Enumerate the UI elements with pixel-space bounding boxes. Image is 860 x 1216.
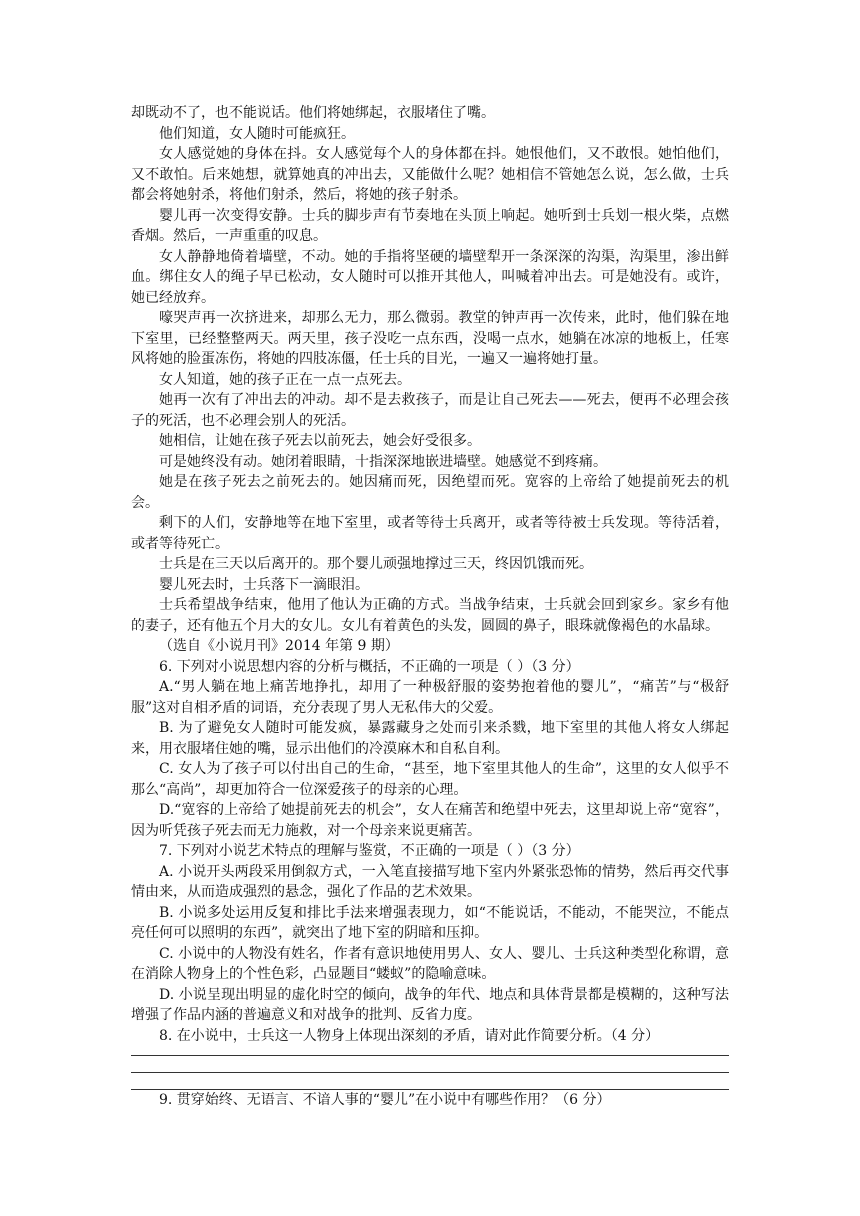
question-7-option-a: A. 小说开头两段采用倒叙方式，一入笔直接描写地下室内外紧张恐怖的情势，然后再交代事情由来，从而造成强烈的悬念，强化了作品的艺术效果。 <box>131 863 729 900</box>
story-paragraph: 却既动不了，也不能说话。他们将她绑起，衣服堵住了嘴。 <box>131 105 495 121</box>
story-paragraph: 剩下的人们，安静地等在地下室里，或者等待士兵离开，或者等待被士兵发现。等待活着，或者等待死亡。 <box>131 515 729 552</box>
story-paragraph: 士兵是在三天以后离开的。那个婴儿顽强地撑过三天，终因饥饿而死。 <box>159 556 593 572</box>
story-paragraph: 女人知道，她的孩子正在一点一点死去。 <box>159 371 411 388</box>
question-8-answer-area[interactable] <box>131 1055 729 1090</box>
question-6-option-b: B. 为了避免女人随时可能发疯，暴露藏身之处而引来杀戮，地下室里的其他人将女人绑起来，用衣服堵住她的嘴，显示出他们的冷漠麻木和自私自利。 <box>131 720 729 757</box>
story-paragraph: 他们知道，女人随时可能疯狂。 <box>159 125 355 142</box>
question-7-option-c: C. 小说中的人物没有姓名，作者有意识地使用男人、女人、婴儿、士兵这种类型化称谓，意在消除人物身上的个性色彩，凸显题目“蝼蚁”的隐喻意味。 <box>131 945 729 982</box>
question-6-stem: 6. 下列对小说思想内容的分析与概括，不正确的一项是（ ）（3 分） <box>159 658 580 675</box>
answer-line <box>131 1055 729 1056</box>
question-6-option-a: A.“男人躺在地上痛苦地挣扎，却用了一种极舒服的姿势抱着他的婴儿”，“痛苦”与“极舒服”这对自相矛盾的词语，充分表现了男人无私伟大的父爱。 <box>131 679 729 716</box>
story-paragraph: 她是在孩子死去之前死去的。她因痛而死，因绝望而死。宽容的上帝给了她提前死去的机会。 <box>131 474 729 511</box>
question-8-stem: 8. 在小说中，士兵这一人物身上体现出深刻的矛盾，请对此作简要分析。（4 分） <box>159 1027 660 1044</box>
story-paragraph: 婴儿再一次变得安静。士兵的脚步声有节奏地在头顶上响起。她听到士兵划一根火柴，点燃香烟。然后，一声重重的叹息。 <box>131 207 729 244</box>
story-paragraph: 女人静静地倚着墙壁，不动。她的手指将坚硬的墙壁犁开一条深深的沟渠，沟渠里，渗出鲜血。绑住女人的绳子早已松动，女人随时可以推开其他人，叫喊着冲出去。可是她没有。或许，她已经放弃。 <box>131 248 729 306</box>
story-paragraph: 婴儿死去时，士兵落下一滴眼泪。 <box>159 576 369 593</box>
story-paragraph: 她再一次有了冲出去的冲动。却不是去救孩子，而是让自己死去——死去，便再不必理会孩子的死活，也不必理会别人的死活。 <box>131 392 729 429</box>
answer-line <box>131 1072 729 1073</box>
story-paragraph: 可是她终没有动。她闭着眼睛，十指深深地嵌进墙壁。她感觉不到疼痛。 <box>159 453 607 470</box>
question-9-stem: 9. 贯穿始终、无语言、不谙人事的“婴儿”在小说中有哪些作用？（6 分） <box>159 1092 611 1108</box>
story-paragraph: 她相信，让她在孩子死去以前死去，她会好受很多。 <box>159 433 481 449</box>
story-paragraph: 士兵希望战争结束，他用了他认为正确的方式。当战争结束，士兵就会回到家乡。家乡有他的妻子，还有他五个月大的女儿。女儿有着黄色的头发，圆圆的鼻子，眼珠就像褐色的水晶球。 <box>131 597 729 634</box>
story-source: （选自《小说月刊》2014 年第 9 期） <box>159 638 399 654</box>
question-7-option-b: B. 小说多处运用反复和排比手法来增强表现力，如“不能说话，不能动，不能哭泣，不能点亮任何可以照明的东西”，就突出了地下室的阴暗和压抑。 <box>131 904 729 941</box>
story-paragraph: 嚎哭声再一次挤进来，却那么无力，那么微弱。教堂的钟声再一次传来，此时，他们躲在地下室里，已经整整两天。两天里，孩子没吃一点东西，没喝一点水，她躺在冰凉的地板上，任寒风将她的脸蛋冻伤，将她的四肢冻僵，任士兵的目光，一遍又一遍将她打量。 <box>131 310 729 367</box>
question-6-option-d: D.“宽容的上帝给了她提前死去的机会”，女人在痛苦和绝望中死去，这里却说上帝“宽容”，因为听凭孩子死去而无力施救，对一个母亲来说更痛苦。 <box>131 802 729 839</box>
story-paragraph: 女人感觉她的身体在抖。女人感觉每个人的身体都在抖。她恨他们，又不敢恨。她怕他们，又不敢怕。后来她想，就算她真的冲出去，又能做什么呢？她相信不管她怎么说，怎么做，士兵都会将她射杀，将他们射杀，然后，将她的孩子射杀。 <box>131 146 729 203</box>
question-7-option-d: D. 小说呈现出明显的虚化时空的倾向，战争的年代、地点和具体背景都是模糊的，这种写法增强了作品内涵的普遍意义和对战争的批判、反省力度。 <box>131 986 729 1023</box>
question-7-stem: 7. 下列对小说艺术特点的理解与鉴赏，不正确的一项是（ ）（3 分） <box>159 843 580 859</box>
question-6-option-c: C. 女人为了孩子可以付出自己的生命，“甚至，地下室里其他人的生命”，这里的女人似乎不那么“高尚”，却更加符合一位深爱孩子的母亲的心理。 <box>131 761 729 798</box>
page-content <box>131 103 729 1111</box>
